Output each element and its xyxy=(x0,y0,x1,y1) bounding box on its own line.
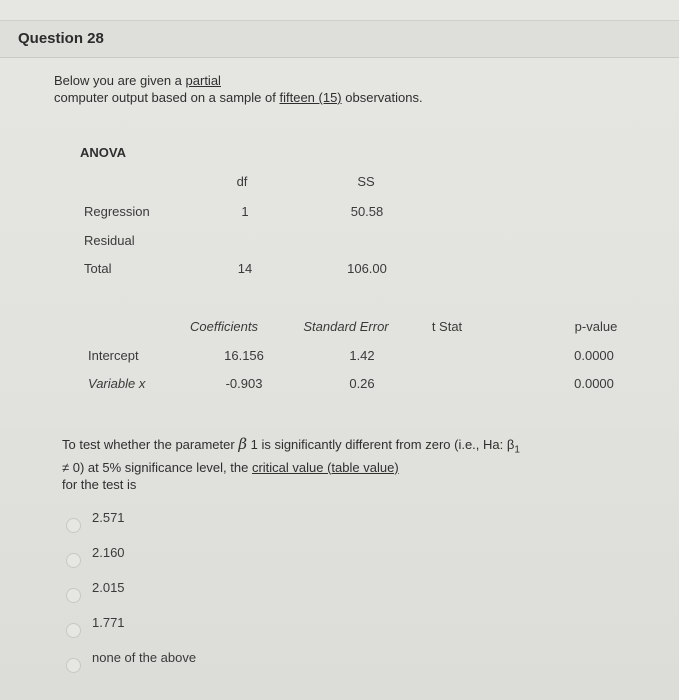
intro-line-2 xyxy=(54,89,423,106)
coef-header-standard-error: Standard Error xyxy=(303,319,389,334)
coef-row-coefficient: 16.156 xyxy=(224,348,264,363)
anova-header-df: df xyxy=(236,174,248,189)
radio-button[interactable] xyxy=(66,553,81,568)
coef-row-p-value: 0.0000 xyxy=(574,348,614,363)
coef-row-label: Variable x xyxy=(88,376,146,391)
anova-row-ss: 50.58 xyxy=(350,204,384,219)
anova-row-df: 1 xyxy=(241,204,249,219)
anova-header-ss: SS xyxy=(357,174,375,189)
coef-header-t-stat: t Stat xyxy=(431,319,463,334)
fifteen-link: fifteen (15) xyxy=(279,90,342,105)
coef-row-standard-error: 0.26 xyxy=(349,376,375,391)
beta-symbol: β xyxy=(238,435,247,453)
intro-line-1-text: Below you are given a xyxy=(54,73,186,88)
intro-line-1 xyxy=(54,72,423,89)
prompt-line-2 xyxy=(62,459,642,476)
answer-option-label: 2.571 xyxy=(92,510,125,525)
coef-header-coefficients: Coefficients xyxy=(190,319,258,334)
answer-option-label: 2.015 xyxy=(92,580,125,595)
partial-link: partial xyxy=(185,73,221,88)
intro-line-2-suffix: observations. xyxy=(341,90,423,105)
coef-row-standard-error: 1.42 xyxy=(349,348,375,363)
radio-button[interactable] xyxy=(66,623,81,638)
question-intro xyxy=(54,72,423,106)
radio-button[interactable] xyxy=(66,588,81,603)
critical-value-link: critical value (table value) xyxy=(251,459,399,475)
anova-row-df: 14 xyxy=(237,261,253,276)
prompt-text-2: 1 is significantly different from zero (i.e., Ha: β xyxy=(246,437,515,452)
answer-option-label: none of the above xyxy=(92,650,197,665)
anova-row-label: Regression xyxy=(84,204,150,219)
prompt-text-1: To test whether the parameter xyxy=(62,437,239,452)
radio-button[interactable] xyxy=(66,518,81,533)
radio-button[interactable] xyxy=(66,658,81,673)
question-prompt xyxy=(62,436,642,493)
question-header xyxy=(0,20,679,58)
prompt-text-3: ≠ 0) at 5% significance level, the xyxy=(62,459,252,475)
anova-title: ANOVA xyxy=(80,145,126,160)
prompt-line-3: for the test is xyxy=(62,476,137,492)
answer-option-label: 2.160 xyxy=(92,545,125,560)
coef-header-p-value: p-value xyxy=(574,319,618,334)
prompt-subscript: 1 xyxy=(514,444,520,456)
anova-row-label: Residual xyxy=(84,233,135,248)
anova-row-label: Total xyxy=(84,261,112,276)
coef-row-p-value: 0.0000 xyxy=(574,376,614,391)
anova-row-ss: 106.00 xyxy=(347,261,387,276)
coef-row-coefficient: -0.903 xyxy=(225,376,263,391)
intro-line-2-text: computer output based on a sample of xyxy=(54,90,280,105)
coef-row-label: Intercept xyxy=(88,348,139,363)
answer-option-label: 1.771 xyxy=(92,615,125,630)
prompt-line-1 xyxy=(62,436,642,459)
question-title: Question 28 xyxy=(18,30,104,47)
